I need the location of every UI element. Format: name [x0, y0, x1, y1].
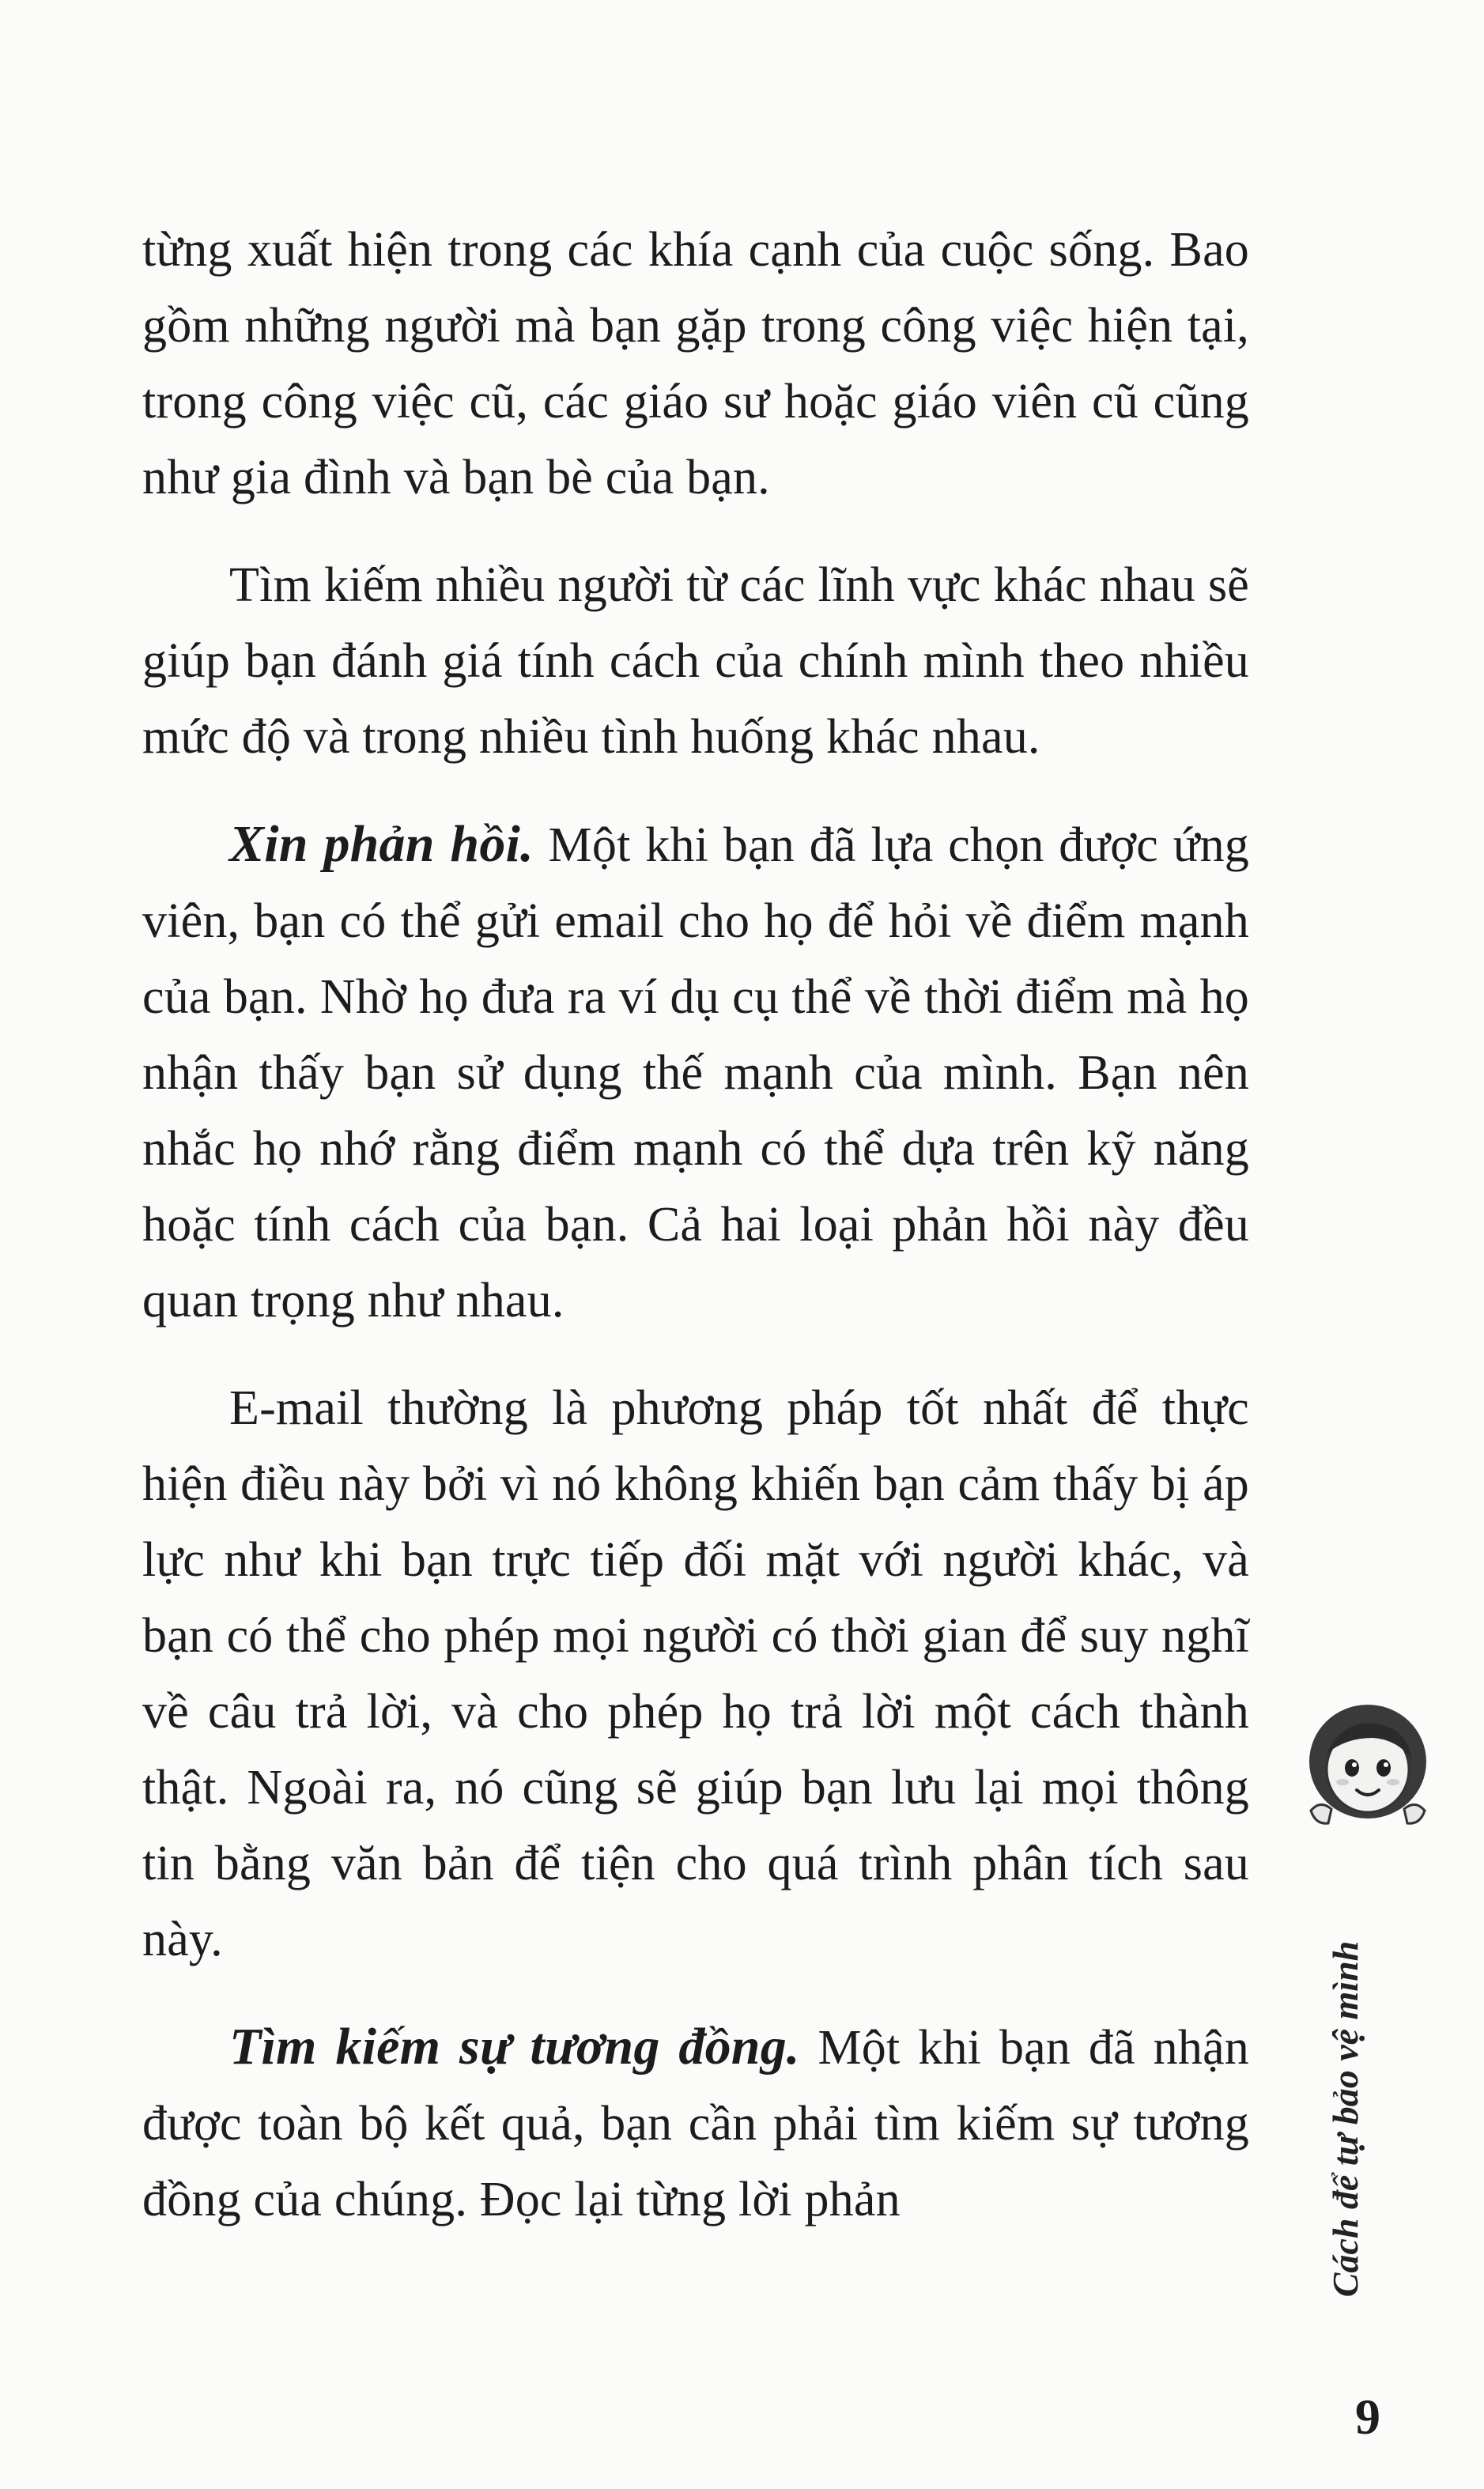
paragraph-3-text: Một khi bạn đã lựa chọn được ứng viên, bạn có thể gửi email cho họ để hỏi về điểm mạnh của bạn. Nhờ họ đưa ra ví dụ cụ thể về thời điểm mà họ nhận thấy bạn sử dụng thế mạnh của mình. Bạn nên nhắc họ nhớ rằng điểm mạnh có thể dựa trên kỹ năng hoặc tính cách của bạn. Cả hai loại phản hồi này đều quan trọng như nhau. [142, 818, 1249, 1328]
paragraph-4 [142, 1370, 1249, 1977]
text-column [142, 212, 1249, 2269]
paragraph-5 [142, 2009, 1249, 2238]
paragraph-2-text: Tìm kiếm nhiều người từ các lĩnh vực khác nhau sẽ giúp bạn đánh giá tính cách của chính mình theo nhiều mức độ và trong nhiều tình huống khác nhau. [142, 558, 1249, 764]
paragraph-1 [142, 212, 1249, 516]
page-number: 9 [1355, 2389, 1380, 2445]
paragraph-5-lead: Tìm kiếm sự tương đồng. [229, 2018, 800, 2075]
paragraph-4-text: E-mail thường là phương pháp tốt nhất để thực hiện điều này bởi vì nó không khiến bạn cảm thấy bị áp lực như khi bạn trực tiếp đối mặt với người khác, và bạn có thể cho phép mọi người có thời gian để suy nghĩ về câu trả lời, và cho phép họ trả lời một cách thành thật. Ngoài ra, nó cũng sẽ giúp bạn lưu lại mọi thông tin bằng văn bản để tiện cho quá trình phân tích sau này. [142, 1381, 1249, 1966]
paragraph-1-text: từng xuất hiện trong các khía cạnh của cuộc sống. Bao gồm những người mà bạn gặp trong công việc hiện tại, trong công việc cũ, các giáo sư hoặc giáo viên cũ cũng như gia đình và bạn bè của bạn. [142, 223, 1249, 504]
running-side-title: Cách để tự bảo vệ mình [1325, 1940, 1365, 2298]
paragraph-3 [142, 806, 1249, 1339]
paragraph-3-lead: Xin phản hồi. [229, 815, 534, 873]
paragraph-2 [142, 547, 1249, 775]
girl-mascot-icon [1297, 1692, 1439, 1834]
paragraph-5-text: Một khi bạn đã nhận được toàn bộ kết quả, bạn cần phải tìm kiếm sự tương đồng của chúng. Đọc lại từng lời phản [142, 2021, 1249, 2227]
